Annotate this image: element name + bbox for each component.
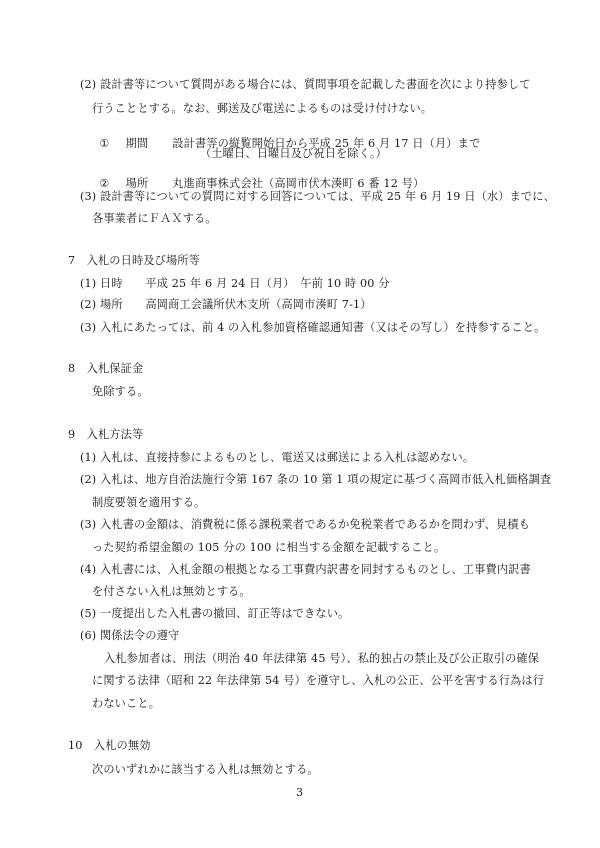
sec9-item4-line1: (4) 入札書には、入札金額の根拠となる工事費内訳書を同封するものとし、工事費内訳書 [80,563,531,576]
sec9-item6-line1: 入札参加者は、刑法（明治 40 年法律第 45 号）、私的独占の禁止及び公正取引の確保 [104,652,540,665]
sec8-body: 免除する。 [92,385,149,398]
sec6-item1-text: 設計書等の縦覧開始日から平成 25 年 6 月 17 日（月）まで [172,137,481,151]
sec9-item6-line2: に関する法律（昭和 22 年法律第 54 号）を遵守し、入札の公正、公平を害する行為は行 [92,674,545,687]
sec9-item6-line3: わないこと。 [92,697,161,710]
sec7-item3: (3) 入札にあたっては、前 4 の入札参加資格確認通知書（又はその写し）を持参すること。 [80,321,546,334]
sec6-p2-line2: 行うこととする。なお、郵送及び電送によるものは受け付けない。 [92,102,433,115]
sec6-item2-text: 丸進商事株式会社（高岡市伏木湊町 6 番 12 号） [172,177,425,191]
sec6-item1-label: 期間 [125,137,149,151]
sec9-heading: 9 入札方法等 [68,428,144,441]
sec9-item1: (1) 入札は、直接持参によるものとし、電送又は郵送による入札は認めない。 [80,451,475,464]
sec9-item5: (5) 一度提出した入札書の撤回、訂正等はできない。 [80,607,350,620]
sec9-item3-line1: (3) 入札書の金額は、消費税に係る課税業者であるか免税業者であるかを問わず、見積も [80,518,530,531]
sec6-p3-line1: (3) 設計書等についての質問に対する回答については、平成 25 年 6 月 19 日（水）までに、 [80,190,555,203]
sec7-heading: 7 入札の日時及び場所等 [68,254,200,267]
sec9-item3-line2: った契約希望金額の 105 分の 100 に相当する金額を記載すること。 [92,541,446,554]
sec10-heading: 10 入札の無効 [68,739,151,752]
sec6-item2-label: 場所 [125,177,149,191]
sec9-item4-line2: を付さない入札は無効とする。 [92,585,251,598]
sec9-item2-line1: (2) 入札は、地方自治法施行令第 167 条の 10 第 1 項の規定に基づく高岡市低入札価格調査 [80,473,552,486]
sec8-heading: 8 入札保証金 [68,362,144,375]
sec9-item6-heading: (6) 関係法令の遵守 [80,629,180,642]
sec10-body: 次のいずれかに該当する入札は無効とする。 [92,763,319,776]
sec6-item2-num: ② [99,177,110,191]
sec6-p2-line1: (2) 設計書等について質問がある場合には、質問事項を記載した書面を次により持参して [80,78,531,91]
page-number: 3 [296,786,304,799]
sec6-item2 [92,167,424,189]
sec6-item1-num: ① [99,137,110,151]
sec7-item1: (1) 日時 平成 25 年 6 月 24 日（月） 午前 10 時 00 分 [80,277,390,290]
sec6-p3-line2: 各事業者にＦＡＸする。 [92,212,217,225]
sec7-item2: (2) 場所 高岡商工会議所伏木支所（高岡市湊町 7-1） [80,298,372,311]
sec9-item2-line2: 制度要領を適用する。 [92,496,206,509]
sec6-item1-note: （土曜日、日曜日及び祝日を除く。） [200,147,387,160]
